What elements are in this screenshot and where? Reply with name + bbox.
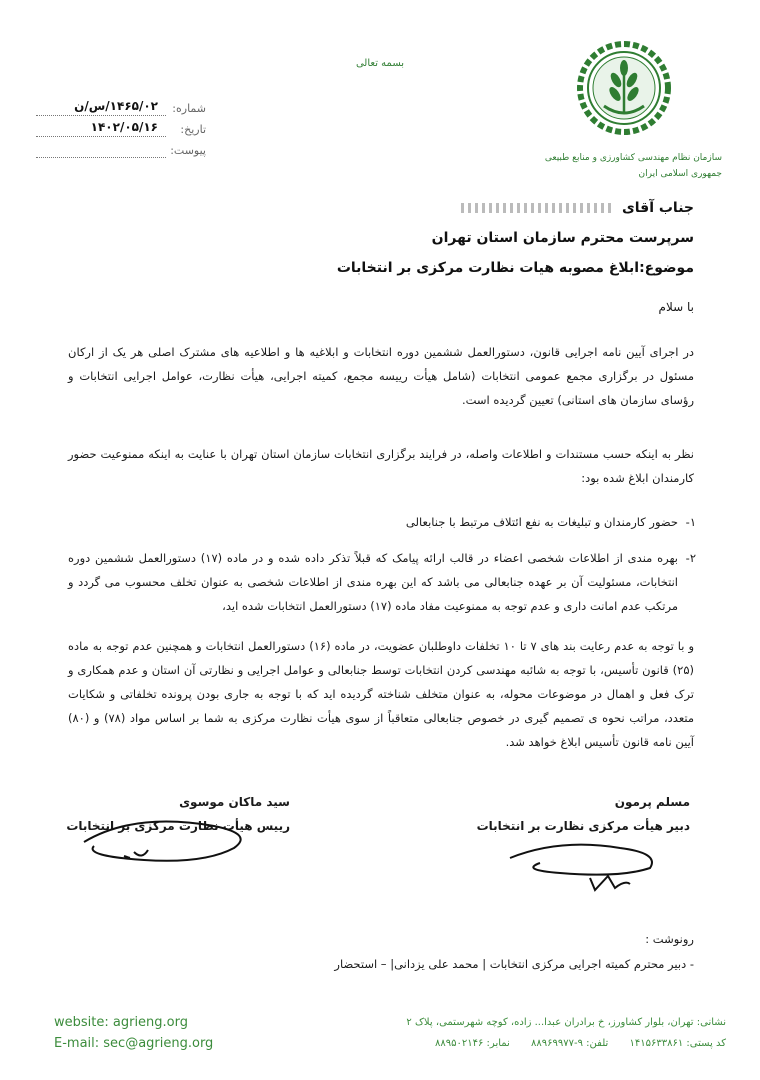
- redacted-name: [461, 203, 611, 213]
- signature-scribble-right: [500, 818, 680, 898]
- organization-logo: [576, 40, 672, 136]
- list-item-text: حضور کارمندان و تبلیغات به نفع ائتلاف مرتبط با جنابعالی: [405, 515, 678, 529]
- greeting: با سلام: [658, 300, 694, 314]
- body-paragraph-2: نظر به اینکه حسب مستندات و اطلاعات واصله، در فرایند برگزاری انتخابات سازمان استان تهران با عنایت به اینکه ممنوعیت حضور کارمندان ابلاغ شده بود:: [68, 447, 694, 485]
- signatory-name: مسلم پرمون: [614, 795, 690, 809]
- date-row: [36, 121, 206, 142]
- date-value: ۱۴۰۲/۰۵/۱۶: [90, 120, 158, 134]
- list-item-number: ۲-: [685, 551, 696, 565]
- footer-phone: تلفن: ۹-۸۸۹۶۹۹۷۷: [531, 1038, 609, 1049]
- addressee-name: [194, 200, 694, 216]
- list-item: [68, 546, 694, 618]
- number-value: ۱۴۶۵/۰۲/س/ن: [74, 99, 158, 113]
- cc-label: رونوشت :: [645, 932, 694, 946]
- number-label: شماره:: [172, 102, 206, 115]
- letter-meta: [36, 100, 206, 163]
- attachment-dotted-line: [36, 157, 166, 158]
- date-dotted-line: [36, 136, 166, 137]
- signature-scribble-left: [64, 806, 264, 876]
- signatory-title: دبیر هیأت مرکزی نظارت بر انتخابات: [476, 819, 690, 833]
- list-item-number: ۱-: [685, 515, 696, 529]
- footer-contact: [54, 1012, 213, 1054]
- organization-name: [482, 150, 722, 182]
- list-item: [68, 510, 694, 534]
- signatory-title: رییس هیأت نظارت مرکزی بر انتخابات: [66, 819, 290, 833]
- body-paragraph-3: و با توجه به عدم رعایت بند های ۷ تا ۱۰ تخلفات داوطلبان عضویت، در ماده (۱۶) دستورالعمل انتخابات و همچنین عدم توجه به ماده (۲۵) قانون تأسیس، با توجه به شائبه مهندسی کردن انتخابات توسط جنابعالی و عوامل اجرایی و نظارتی آن استان و عدم همکاری و ترک فعل و اهمال در موضوعات محوله، به عنوان متخلف شناخته گردیده اید که با توجه به جاری بودن پرونده تخلفاتی و شکایات متعدد، مراتب نحوه ی تصمیم گیری در خصوص جنابعالی متعاقباً از سوی هیأت نظارت مرکزی به شما بر اساس مواد (۷۸) و (۸۰) آیین نامه قانون تأسیس ابلاغ خواهد شد.: [68, 639, 695, 749]
- cc-recipient: - دبیر محترم کمیته اجرایی مرکزی انتخابات | محمد علی یزدانی| – استحضار: [334, 957, 694, 971]
- org-name-line2: جمهوری اسلامی ایران: [638, 169, 722, 179]
- addressee-salutation: جناب آقای: [621, 200, 694, 216]
- footer-postal: کد پستی: ۱۴۱۵۶۳۳۸۶۱: [629, 1038, 726, 1049]
- footer-website[interactable]: website: agrieng.org: [54, 1015, 188, 1030]
- footer-numbers: [306, 1033, 726, 1054]
- footer-address: [306, 1012, 726, 1054]
- letter-subject: موضوع:ابلاغ مصوبه هیات نظارت مرکزی بر انتخابات: [336, 260, 694, 276]
- number-dotted-line: [36, 115, 166, 116]
- basmala: بسمه تعالی: [355, 58, 405, 69]
- attachment-label: پیوست:: [170, 144, 206, 157]
- footer-address-line: نشانی: تهران، بلوار کشاورز، خ برادران عبدا... زاده، کوچه شهرستمی، پلاک ۲: [406, 1017, 726, 1028]
- org-name-line1: سازمان نظام مهندسی کشاورزی و منابع طبیعی: [544, 153, 722, 163]
- wheat-gear-logo-icon: [576, 40, 672, 136]
- body-paragraph-1: در اجرای آیین نامه اجرایی قانون، دستورالعمل ششمین دوره انتخابات و ابلاغیه ها و اطلاعیه های مشترک اصلی هر یک از ارکان مسئول در برگزاری مجمع عمومی انتخابات (شامل هیأت رییسه مجمع، کمیته اجرایی، هیأت نظارت، عوامل اجرایی انتخابات و رؤسای سازمان های استانی) تعیین گردیده است.: [68, 345, 694, 407]
- list-item-text: بهره مندی از اطلاعات شخصی اعضاء در قالب ارائه پیامک که قبلاً تذکر داده شده و در ماده (۱۷) دستورالعمل ششمین دوره انتخابات، مسئولیت آن بر عهده جنابعالی می باشد که این بهره مندی از اطلاعات شخصی به عنوان تخلف محسوب می گردد و مرتکب عدم امانت داری و عدم توجه به ممنوعیت مفاد ماده (۱۷) دستورالعمل انتخابات شده اید،: [68, 551, 678, 613]
- date-label: تاریخ:: [180, 123, 206, 136]
- number-row: [36, 100, 206, 121]
- addressee-title: سرپرست محترم سازمان استان تهران: [431, 230, 694, 246]
- footer-email[interactable]: E-mail: sec@agrieng.org: [54, 1036, 214, 1051]
- signatory-name: سید ماکان موسوی: [179, 795, 290, 809]
- footer-fax: نمابر: ۸۸۹۵۰۲۱۴۶: [435, 1038, 510, 1049]
- attachment-row: [36, 142, 206, 163]
